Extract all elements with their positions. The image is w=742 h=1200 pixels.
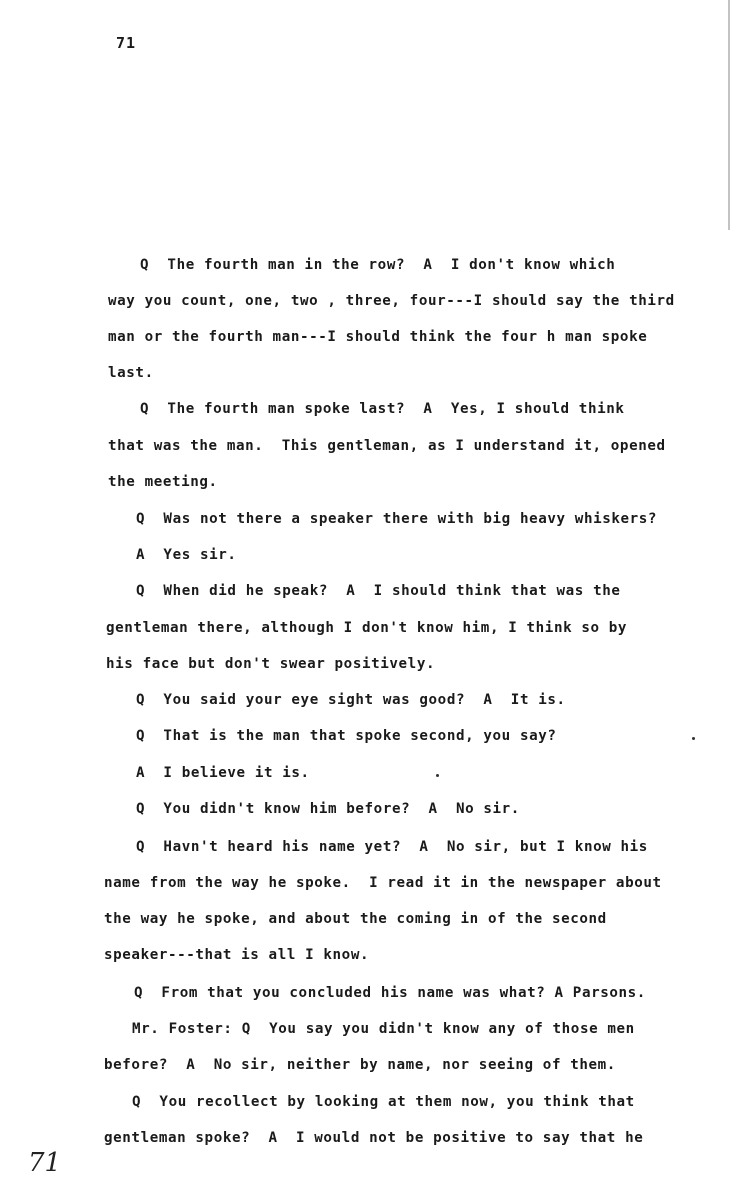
transcript-line: speaker---that is all I know.	[104, 947, 370, 963]
transcript-line: way you count, one, two , three, four---I should say the third	[108, 293, 675, 309]
transcript-line: Mr. Foster: Q You say you didn't know any of those men	[132, 1021, 635, 1037]
transcript-line: Q When did he speak? A I should think that was the	[136, 583, 621, 599]
transcript-line: Q From that you concluded his name was what? A Parsons.	[134, 985, 646, 1001]
ink-speck	[692, 737, 695, 740]
transcript-line: A I believe it is.	[136, 765, 310, 781]
transcript-line: the meeting.	[108, 474, 218, 490]
transcript-line: his face but don't swear positively.	[106, 656, 436, 672]
transcript-line: name from the way he spoke. I read it in the newspaper about	[104, 875, 662, 891]
page-number: 71	[116, 34, 137, 52]
transcript-line: last.	[108, 365, 154, 381]
transcript-line: A Yes sir.	[136, 547, 237, 563]
transcript-line: that was the man. This gentleman, as I understand it, opened	[108, 438, 666, 454]
transcript-line: Q The fourth man in the row? A I don't know which	[140, 257, 616, 273]
transcript-line: before? A No sir, neither by name, nor seeing of them.	[104, 1057, 616, 1073]
transcript-line: man or the fourth man---I should think the four h man spoke	[108, 329, 648, 345]
transcript-line: Q You recollect by looking at them now, you think that	[132, 1094, 635, 1110]
ink-speck	[436, 774, 439, 777]
page-edge-shadow	[728, 0, 730, 230]
transcript-line: Q You said your eye sight was good? A It is.	[136, 692, 566, 708]
transcript-line: gentleman there, although I don't know him, I think so by	[106, 620, 628, 636]
transcript-line: Q Was not there a speaker there with big heavy whiskers?	[136, 511, 658, 527]
transcript-line: Q That is the man that spoke second, you say?	[136, 728, 557, 744]
transcript-line: Q The fourth man spoke last? A Yes, I should think	[140, 401, 625, 417]
transcript-line: the way he spoke, and about the coming in of the second	[104, 911, 607, 927]
transcript-line: Q You didn't know him before? A No sir.	[136, 801, 520, 817]
handwritten-page-number: 71	[28, 1148, 62, 1178]
transcript-line: gentleman spoke? A I would not be positive to say that he	[104, 1130, 644, 1146]
transcript-line: Q Havn't heard his name yet? A No sir, but I know his	[136, 839, 648, 855]
